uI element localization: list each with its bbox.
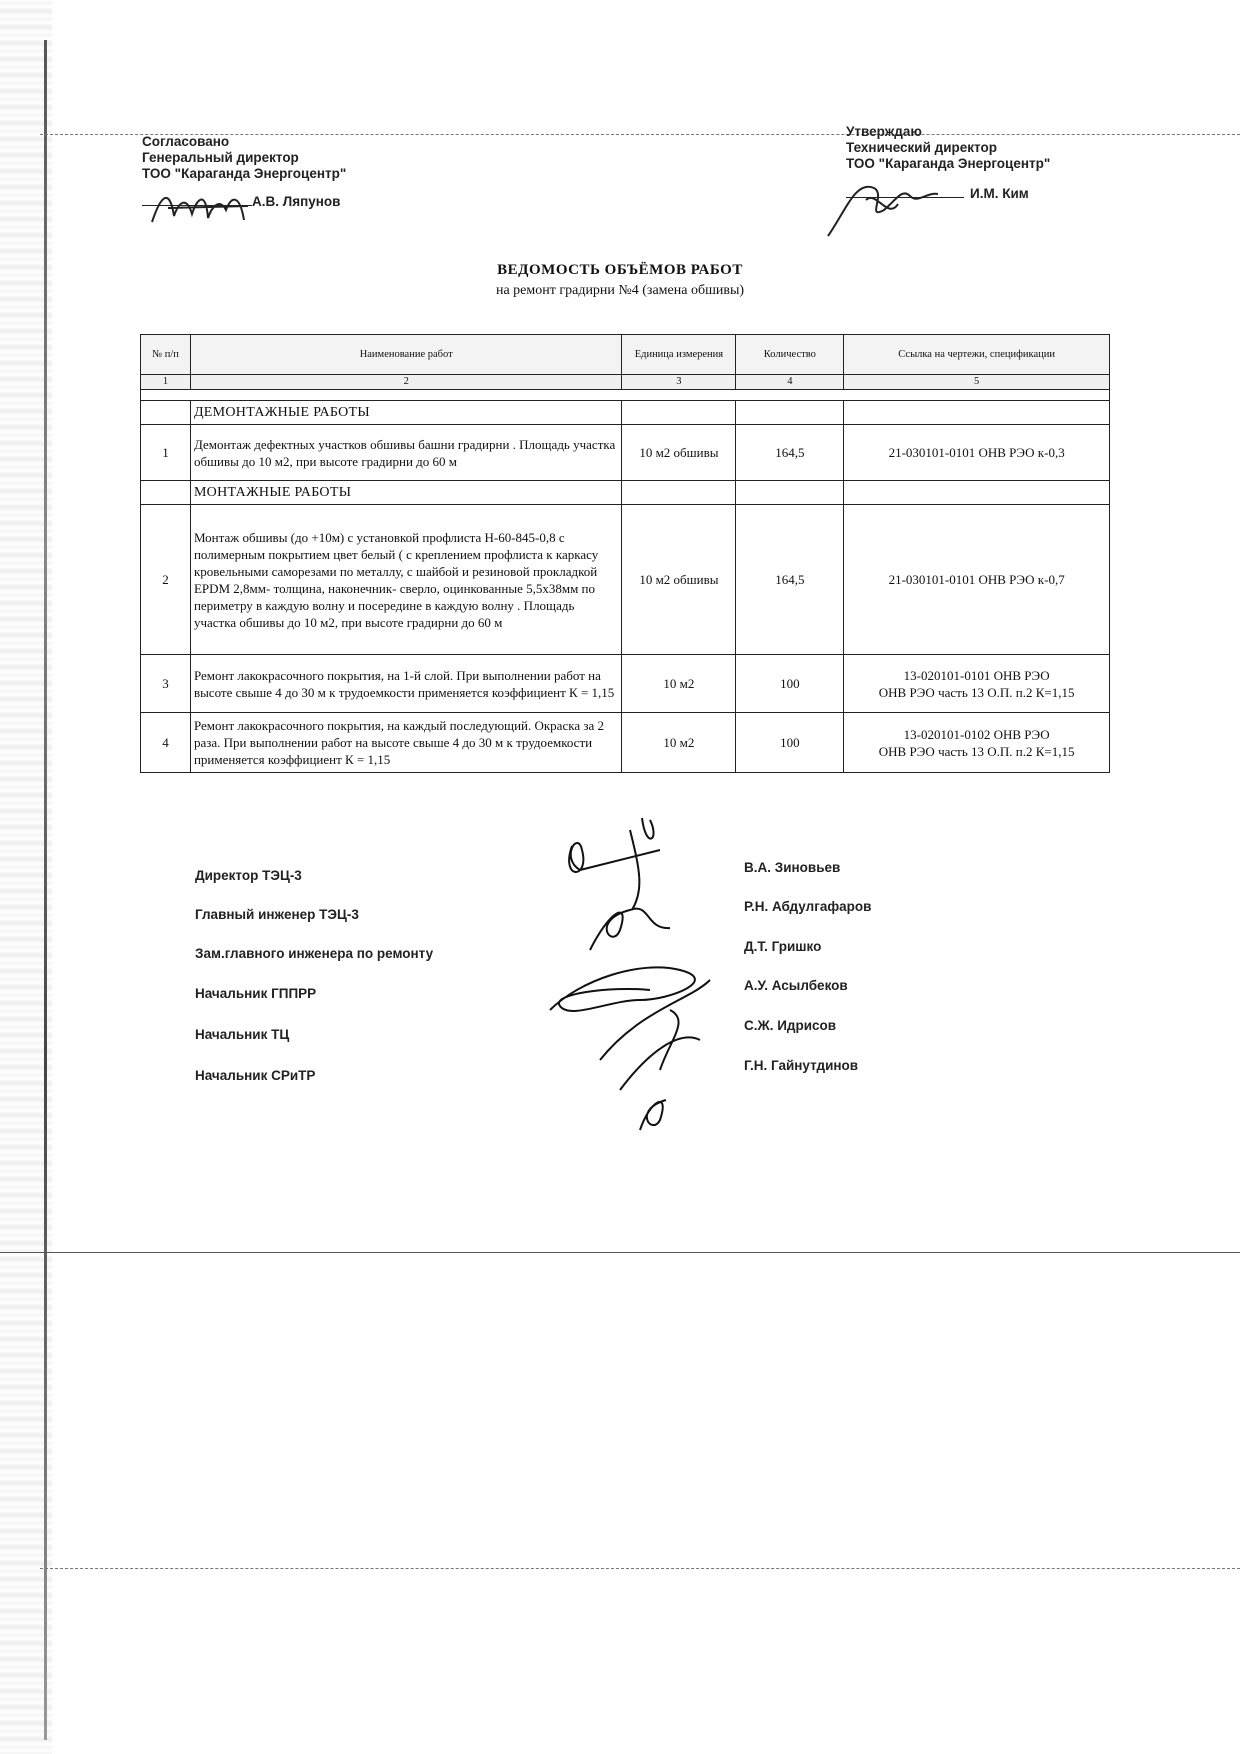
- table-row: [141, 713, 1110, 773]
- approval-left-name: А.В. Ляпунов: [252, 194, 341, 209]
- section-title: МОНТАЖНЫЕ РАБОТЫ: [190, 481, 622, 505]
- row-ref: [844, 713, 1110, 773]
- works-table: [140, 334, 1110, 773]
- approval-right-name: И.М. Ким: [970, 186, 1029, 201]
- row-name: Ремонт лакокрасочного покрытия, на каждый последующий. Окраска за 2 раза. При выполнении работ на высоте свыше 4 до 30 м к трудоемкости применяется коэффициент К = 1,15: [190, 713, 622, 773]
- row-num: 1: [141, 425, 191, 481]
- approval-right-line2: Технический директор: [846, 140, 997, 155]
- commission-signatures: [520, 810, 760, 1140]
- row-name: Монтаж обшивы (до +10м) с установкой профлиста Н-60-845-0,8 с полимерным покрытием цвет белый ( с креплением профлиста к каркасу кровельными саморезами по металлу, с шайбой и резиновой прокладкой EPDM 2,8мм- толщина, наконечник- сверло, оцинкованные 5,5х38мм по периметру в каждую волну и посередине в каждую волну . Площадь участка обшивы до 10 м2, при высоте градирни до 60 м: [190, 505, 622, 655]
- row-ref-line1: 13-020101-0102 ОНВ РЭО: [903, 726, 1050, 742]
- approval-left-line1: Согласовано: [142, 134, 230, 149]
- row-name: Ремонт лакокрасочного покрытия, на 1-й слой. При выполнении работ на высоте свыше 4 до 30 м к трудоемкости применяется коэффициент К = 1,15: [190, 655, 622, 713]
- table-row: [141, 505, 1110, 655]
- row-qty: 100: [736, 713, 844, 773]
- commission-name: С.Ж. Идрисов: [744, 1018, 837, 1033]
- column-number: 5: [844, 375, 1110, 390]
- section-title: ДЕМОНТАЖНЫЕ РАБОТЫ: [190, 401, 622, 425]
- title-main: ВЕДОМОСТЬ ОБЪЁМОВ РАБОТ: [497, 262, 743, 278]
- row-num: 4: [141, 713, 191, 773]
- header-qty: Количество: [736, 335, 844, 375]
- row-qty: 164,5: [736, 505, 844, 655]
- header-unit: Единица измерения: [622, 335, 736, 375]
- commission-name: Г.Н. Гайнутдинов: [744, 1058, 859, 1073]
- row-num: 2: [141, 505, 191, 655]
- approval-right-line3: ТОО "Караганда Энергоцентр": [846, 156, 1051, 171]
- header-num: № п/п: [141, 335, 191, 375]
- column-number: 3: [622, 375, 736, 390]
- row-unit: 10 м2 обшивы: [622, 505, 736, 655]
- column-number: 1: [141, 375, 191, 390]
- column-number: 2: [190, 375, 622, 390]
- commission-position: Начальник СРиТР: [195, 1068, 316, 1083]
- commission-name: В.А. Зиновьев: [744, 860, 841, 875]
- document-title: [0, 262, 1240, 299]
- column-number-row: [141, 375, 1110, 390]
- commission-position: Зам.главного инженера по ремонту: [195, 946, 434, 961]
- commission-name: Р.Н. Абдулгафаров: [744, 899, 872, 914]
- spacer-row: [141, 390, 1110, 401]
- row-ref-line1: 13-020101-0101 ОНВ РЭО: [903, 667, 1050, 683]
- row-unit: 10 м2 обшивы: [622, 425, 736, 481]
- commission-position: Начальник ГППРР: [195, 986, 317, 1001]
- row-name: Демонтаж дефектных участков обшивы башни градирни . Площадь участка обшивы до 10 м2, при высоте градирни до 60 м: [190, 425, 622, 481]
- commission-position: Директор ТЭЦ-3: [195, 868, 302, 883]
- row-unit: 10 м2: [622, 655, 736, 713]
- header-ref: Ссылка на чертежи, спецификации: [844, 335, 1110, 375]
- approval-left-line3: ТОО "Караганда Энергоцентр": [142, 166, 347, 181]
- signature-left: [148, 186, 258, 230]
- commission-name: Д.Т. Гришко: [744, 939, 822, 954]
- table-header-row: [141, 335, 1110, 375]
- row-qty: 164,5: [736, 425, 844, 481]
- row-qty: 100: [736, 655, 844, 713]
- row-unit: 10 м2: [622, 713, 736, 773]
- commission-position: Главный инженер ТЭЦ-3: [195, 907, 359, 922]
- approval-right-line1: Утверждаю: [846, 124, 922, 139]
- scan-line-middle: [0, 1252, 1240, 1253]
- signature-right: [826, 170, 966, 240]
- commission-position: Начальник ТЦ: [195, 1027, 290, 1042]
- table-row: [141, 425, 1110, 481]
- row-num: 3: [141, 655, 191, 713]
- row-ref-line2: ОНВ РЭО часть 13 О.П. п.2 К=1,15: [878, 684, 1075, 700]
- row-ref: 21-030101-0101 ОНВ РЭО к-0,7: [844, 505, 1110, 655]
- row-ref: [844, 655, 1110, 713]
- section-row: [141, 481, 1110, 505]
- header-name: Наименование работ: [190, 335, 622, 375]
- approval-left-line2: Генеральный директор: [142, 150, 299, 165]
- table-row: [141, 655, 1110, 713]
- commission-name: А.У. Асылбеков: [744, 978, 848, 993]
- section-row: [141, 401, 1110, 425]
- column-number: 4: [736, 375, 844, 390]
- title-sub: на ремонт градирни №4 (замена обшивы): [495, 283, 745, 298]
- row-ref: 21-030101-0101 ОНВ РЭО к-0,3: [844, 425, 1110, 481]
- scan-line-bottom: [40, 1568, 1240, 1569]
- row-ref-line2: ОНВ РЭО часть 13 О.П. п.2 К=1,15: [878, 743, 1075, 759]
